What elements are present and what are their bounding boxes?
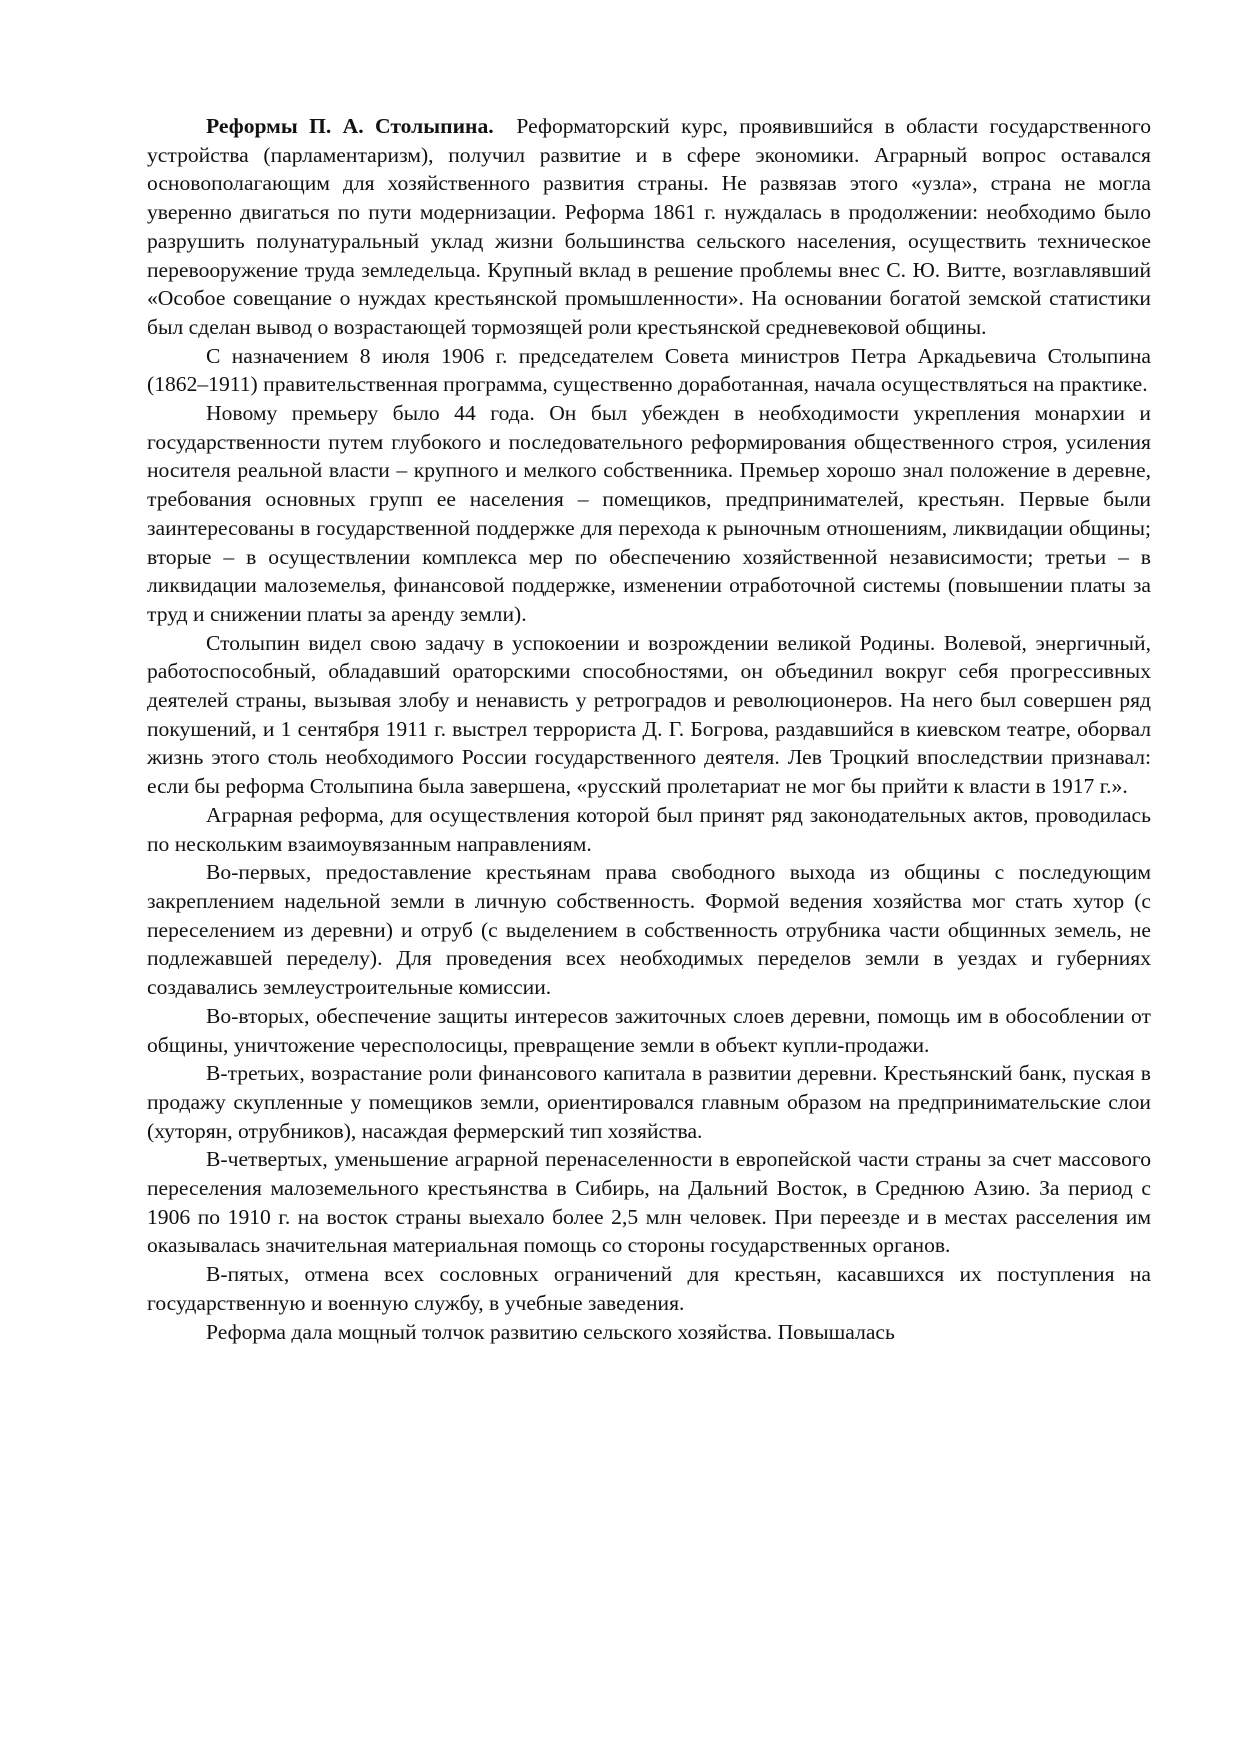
paragraph: Аграрная реформа, для осуществления которой был принят ряд законодательных актов, проводилась по нескольким взаимоувязанным направлениям. xyxy=(147,802,1151,856)
paragraph: Новому премьеру было 44 года. Он был убежден в необходимости укрепления монархии и государственности путем глубокого и последовательного реформирования общественного строя, усиления носителя реальной власти – крупного и мелкого собственника. Премьер хорошо знал положение в деревне, требования основных групп ее населения – помещиков, предпринимателей, крестьян. Первые были заинтересованы в государственной поддержке для перехода к рыночным отношениям, ликвидации общины; вторые – в осуществлении комплекса мер по обеспечению хозяйственной независимости; третьи – в ликвидации малоземелья, финансовой поддержке, изменении отработочной системы (повышении платы за труд и снижении платы за аренду земли). xyxy=(147,401,1151,626)
paragraph: В-третьих, возрастание роли финансового капитала в развитии деревни. Крестьянский банк, пуская в продажу скупленные у помещиков земли, ориентировался главным образом на предпринимательские слои (хуторян, отрубников), насаждая фермерский тип хозяйства. xyxy=(147,1061,1151,1143)
section-heading: Реформы П. А. Столыпина. xyxy=(206,114,494,138)
paragraph: В-четвертых, уменьшение аграрной перенаселенности в европейской части страны за счет массового переселения малоземельного крестьянства в Сибирь, на Дальний Восток, в Среднюю Азию. За период с 1906 по 1910 г. на восток страны выехало более 2,5 млн человек. При переезде и в местах расселения им оказывалась значительная материальная помощь со стороны государственных органов. xyxy=(147,1147,1151,1258)
paragraph-text: Реформаторский курс, проявившийся в области государственного устройства (парламентаризм), получил развитие и в сфере экономики. Аграрный вопрос оставался основополагающим для хозяйственного развития страны. Не развязав этого «узла», страна не могла уверенно двигаться по пути модернизации. Реформа 1861 г. нуждалась в продолжении: необходимо было разрушить полунатуральный уклад жизни большинства сельского населения, осуществить техническое перевооружение труда земледельца. Крупный вклад в решение проблемы внес С. Ю. Витте, возглавлявший «Особое совещание о нуждах крестьянской промышленности». На основании богатой земской статистики был сделан вывод о возрастающей тормозящей роли крестьянской средневековой общины. xyxy=(147,114,1152,339)
document-page xyxy=(147,112,1151,1346)
paragraph: Во-первых, предоставление крестьянам права свободного выхода из общины с последующим закреплением надельной земли в личную собственность. Формой ведения хозяйства мог стать хутор (с переселением из деревни) и отруб (с выделением в собственность отрубника части общинных земель, не подлежавшей переделу). Для проведения всех необходимых переделов земли в уездах и губерниях создавались землеустроительные комиссии. xyxy=(147,860,1151,1000)
paragraph-intro xyxy=(147,112,1151,342)
paragraph: Столыпин видел свою задачу в успокоении и возрождении великой Родины. Волевой, энергичный, работоспособный, обладавший ораторскими способностями, он объединил вокруг себя прогрессивных деятелей страны, вызывая злобу и ненависть у ретроградов и революционеров. На него был совершен ряд покушений, и 1 сентября 1911 г. выстрел террориста Д. Г. Богрова, раздавшийся в киевском театре, оборвал жизнь этого столь необходимого России государственного деятеля. Лев Троцкий впоследствии признавал: если бы реформа Столыпина была завершена, «русский пролетариат не мог бы прийти к власти в 1917 г.». xyxy=(147,630,1151,799)
paragraph: Во-вторых, обеспечение защиты интересов зажиточных слоев деревни, помощь им в обособлении от общины, уничтожение чересполосицы, превращение земли в объект купли-продажи. xyxy=(147,1003,1151,1057)
paragraph: Реформа дала мощный толчок развитию сельского хозяйства. Повышалась xyxy=(206,1319,895,1344)
paragraph: С назначением 8 июля 1906 г. председателем Совета министров Петра Аркадьевича Столыпина (1862–1911) правительственная программа, существенно доработанная, начала осуществляться на практике. xyxy=(147,343,1151,397)
paragraph: В-пятых, отмена всех сословных ограничений для крестьян, касавшихся их поступления на государственную и военную службу, в учебные заведения. xyxy=(147,1262,1151,1315)
